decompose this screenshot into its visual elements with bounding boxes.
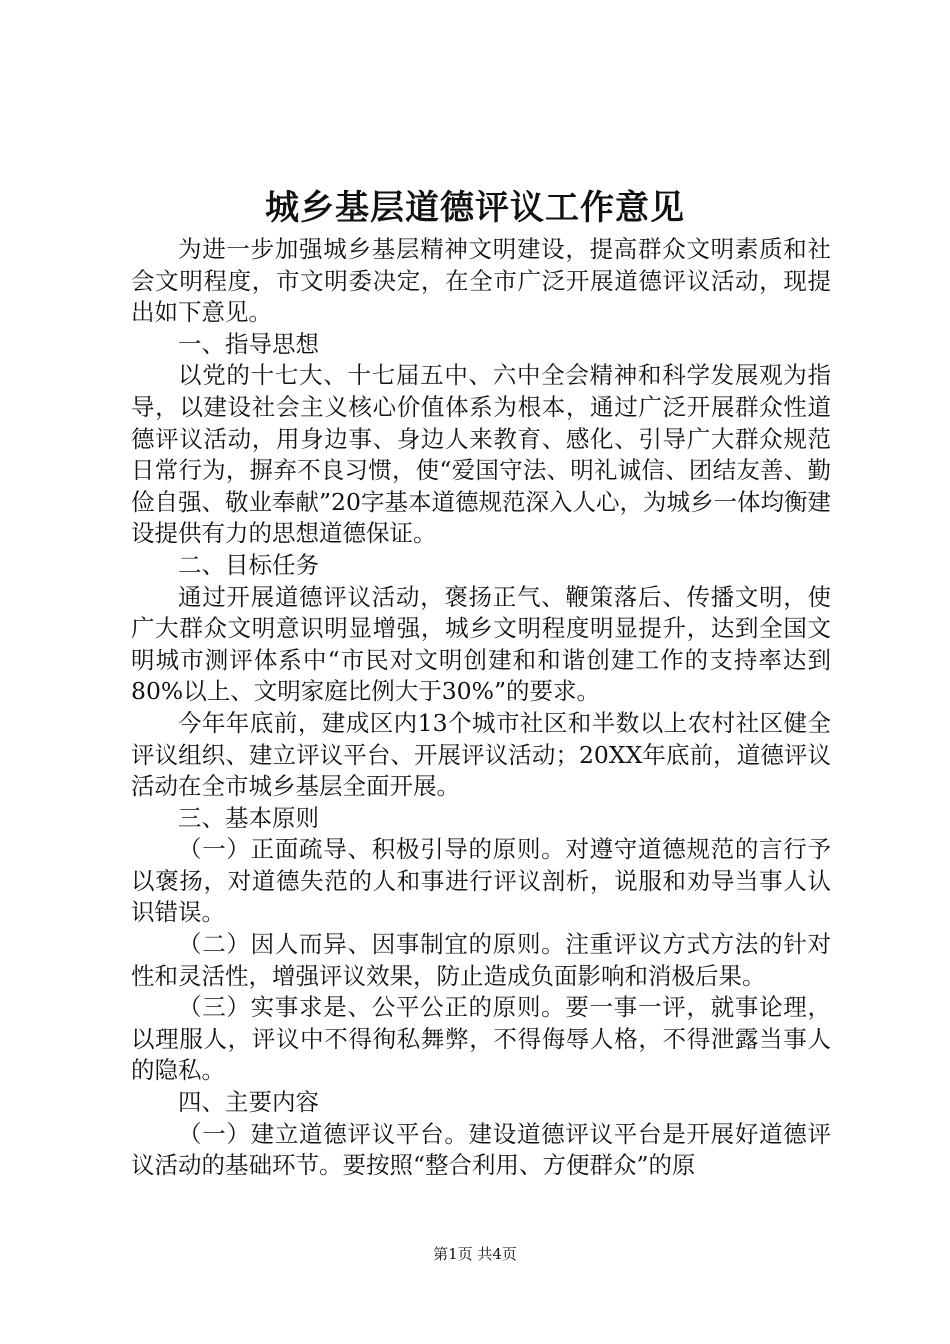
paragraph-guiding-thought: 以党的十七大、十七届五中、六中全会精神和科学发展观为指导，以建设社会主义核心价值体系为根本，通过广泛开展群众性道德评议活动，用身边事、身边人来教育、感化、引导广大群众规范日常行为，摒弃不良习惯，使“爱国守法、明礼诚信、团结友善、勤俭自强、敬业奉献”20字基本道德规范深入人心，为城乡一体均衡建设提供有力的思想道德保证。	[131, 361, 831, 548]
paragraph-goals: 通过开展道德评议活动，褒扬正气、鞭策落后、传播文明，使广大群众文明意识明显增强，城乡文明程度明显提升，达到全国文明城市测评体系中“市民对文明创建和和谐创建工作的支持率达到80%以上、文明家庭比例大于30%”的要求。	[131, 582, 831, 706]
page-footer: 第1页 共4页	[433, 1245, 517, 1263]
paragraph-main-content-1: （一）建立道德评议平台。建设道德评议平台是开展好道德评议活动的基础环节。要按照“整合利用、方便群众”的原	[131, 1119, 831, 1180]
paragraph-timeline: 今年年底前，建成区内13个城市社区和半数以上农村社区健全评议组织、建立评议平台、开展评议活动；20XX年底前，道德评议活动在全市城乡基层全面开展。	[131, 708, 831, 801]
section-heading-main-content: 四、主要内容	[178, 1088, 319, 1117]
section-heading-principles: 三、基本原则	[178, 803, 319, 832]
paragraph-intro: 为进一步加强城乡基层精神文明建设，提高群众文明素质和社会文明程度，市文明委决定，在全市广泛开展道德评议活动，现提出如下意见。	[131, 235, 831, 327]
paragraph-principle-3: （三）实事求是、公平公正的原则。要一事一评，就事论理，以理服人，评议中不得徇私舞弊，不得侮辱人格，不得泄露当事人的隐私。	[131, 993, 831, 1085]
section-heading-guiding-thought: 一、指导思想	[178, 329, 319, 358]
document-title: 城乡基层道德评议工作意见	[265, 188, 685, 228]
section-heading-goals: 二、目标任务	[178, 550, 319, 579]
document-body	[131, 234, 831, 1182]
paragraph-principle-1: （一）正面疏导、积极引导的原则。对遵守道德规范的言行予以褒扬，对道德失范的人和事进行评议剖析，说服和劝导当事人认识错误。	[131, 835, 831, 927]
paragraph-principle-2: （二）因人而异、因事制宜的原则。注重评议方式方法的针对性和灵活性，增强评议效果，防止造成负面影响和消极后果。	[131, 930, 831, 990]
